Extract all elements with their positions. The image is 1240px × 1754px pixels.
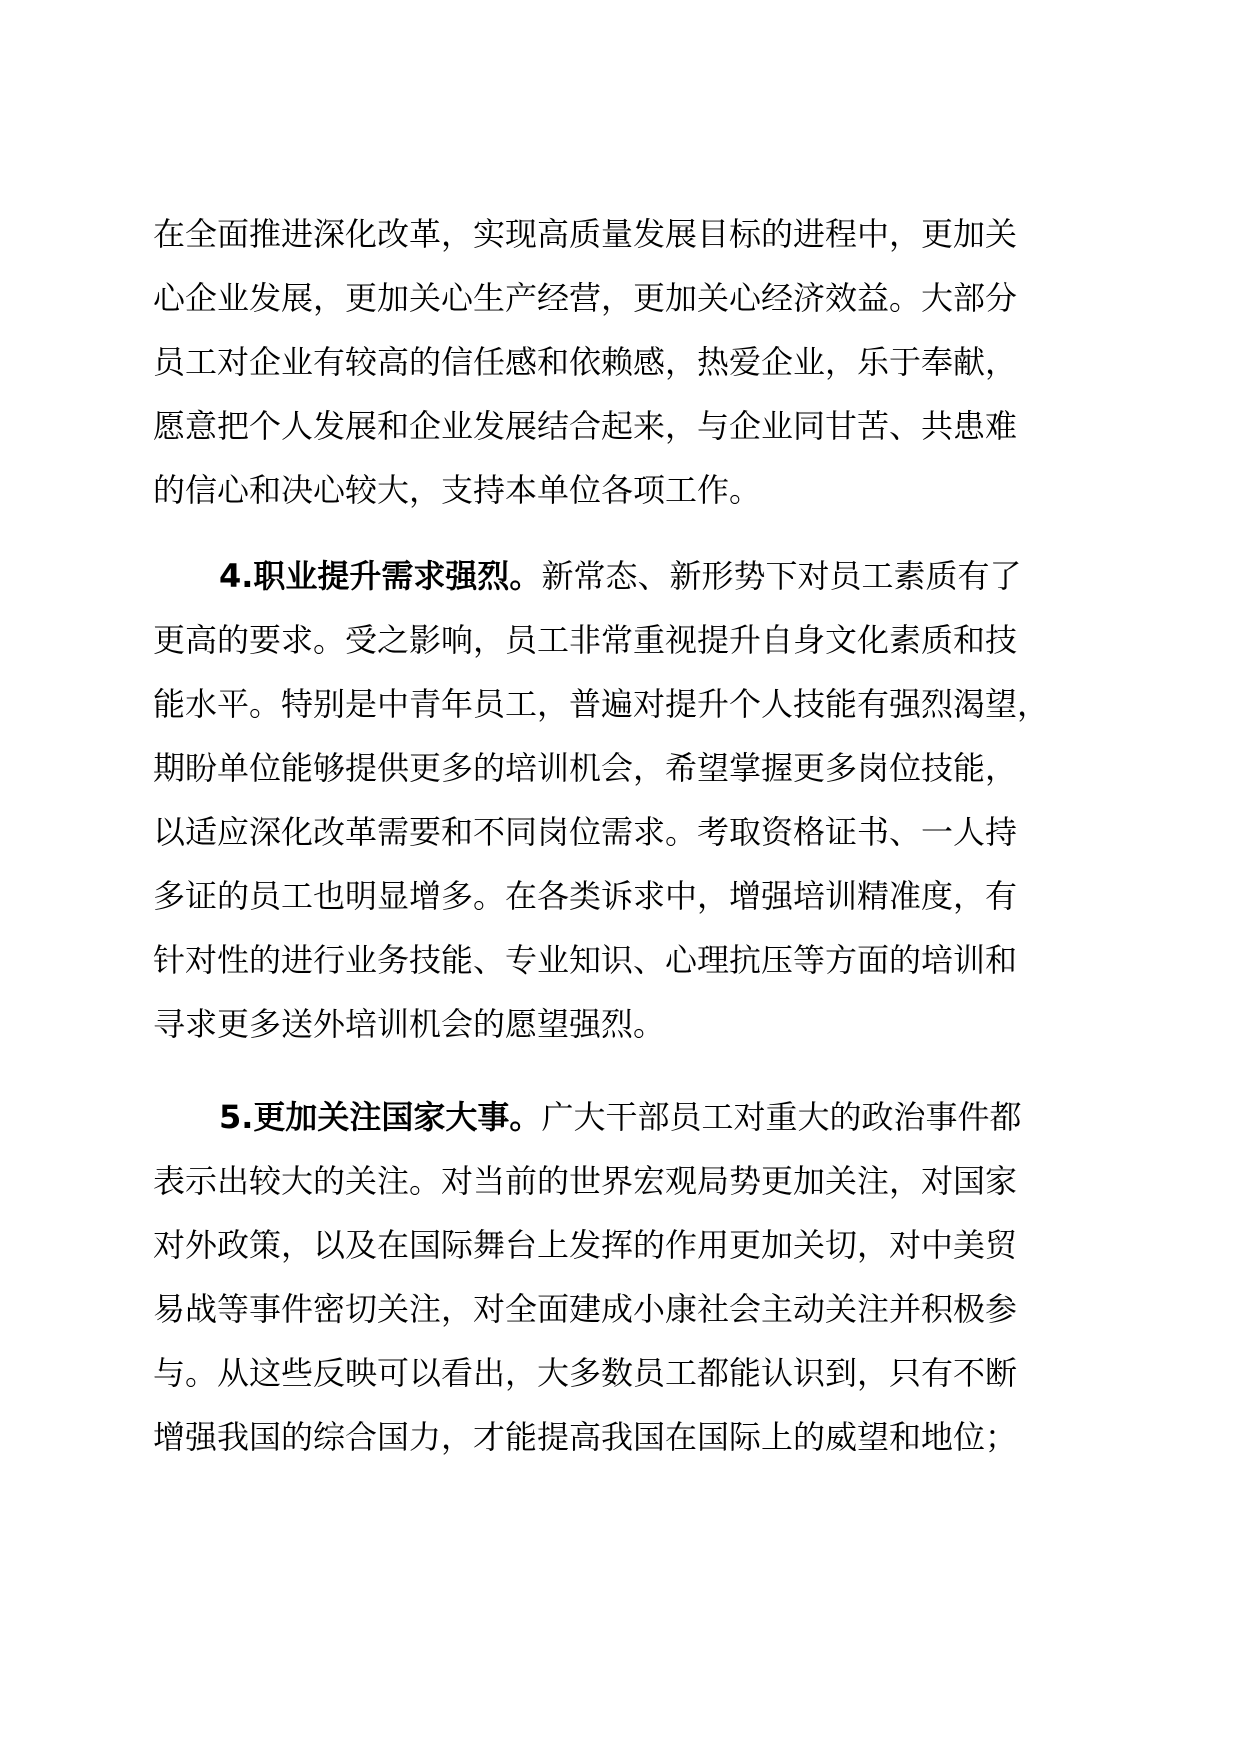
text-line: 表示出较大的关注。对当前的世界宏观局势更加关注，对国家 [153, 1162, 1018, 1200]
text-line: 寻求更多送外培训机会的愿望强烈。 [153, 1005, 666, 1043]
text-line: 能水平。特别是中青年员工，普遍对提升个人技能有强烈渴望， [153, 685, 1050, 723]
text-line: 与。从这些反映可以看出，大多数员工都能认识到，只有不断 [153, 1354, 1018, 1392]
heading-trailing-text: 广大干部员工对重大的政治事件都 [541, 1098, 1022, 1136]
text-line: 更高的要求。受之影响，员工非常重视提升自身文化素质和技 [153, 621, 1018, 659]
paragraph-continuation [153, 202, 1113, 522]
text-line: 的信心和决心较大，支持本单位各项工作。 [153, 471, 762, 509]
heading-trailing-text: 新常态、新形势下对员工素质有了 [541, 557, 1022, 595]
text-line: 对外政策，以及在国际舞台上发挥的作用更加关切，对中美贸 [153, 1226, 1018, 1264]
text-line: 易战等事件密切关注，对全面建成小康社会主动关注并积极参 [153, 1290, 1018, 1328]
text-line: 以适应深化改革需要和不同岗位需求。考取资格证书、一人持 [153, 813, 1018, 851]
text-line: 多证的员工也明显增多。在各类诉求中，增强培训精准度，有 [153, 877, 1018, 915]
text-line: 增强我国的综合国力，才能提高我国在国际上的威望和地位； [153, 1418, 1018, 1456]
section-heading: 4.职业提升需求强烈。 [219, 557, 542, 595]
text-line: 在全面推进深化改革，实现高质量发展目标的进程中，更加关 [153, 215, 1018, 253]
paragraph-career-development [153, 544, 1113, 1056]
text-line: 针对性的进行业务技能、专业知识、心理抗压等方面的培训和 [153, 941, 1018, 979]
text-line: 心企业发展，更加关心生产经营，更加关心经济效益。大部分 [153, 279, 1018, 317]
text-line: 愿意把个人发展和企业发展结合起来，与企业同甘苦、共患难 [153, 407, 1018, 445]
text-line: 员工对企业有较高的信任感和依赖感，热爱企业，乐于奉献， [153, 343, 1018, 381]
section-heading: 5.更加关注国家大事。 [219, 1098, 542, 1136]
paragraph-first-line [153, 1085, 1113, 1149]
paragraph-national-affairs [153, 1085, 1113, 1469]
text-line: 期盼单位能够提供更多的培训机会，希望掌握更多岗位技能， [153, 749, 1018, 787]
paragraph-first-line [153, 544, 1113, 608]
